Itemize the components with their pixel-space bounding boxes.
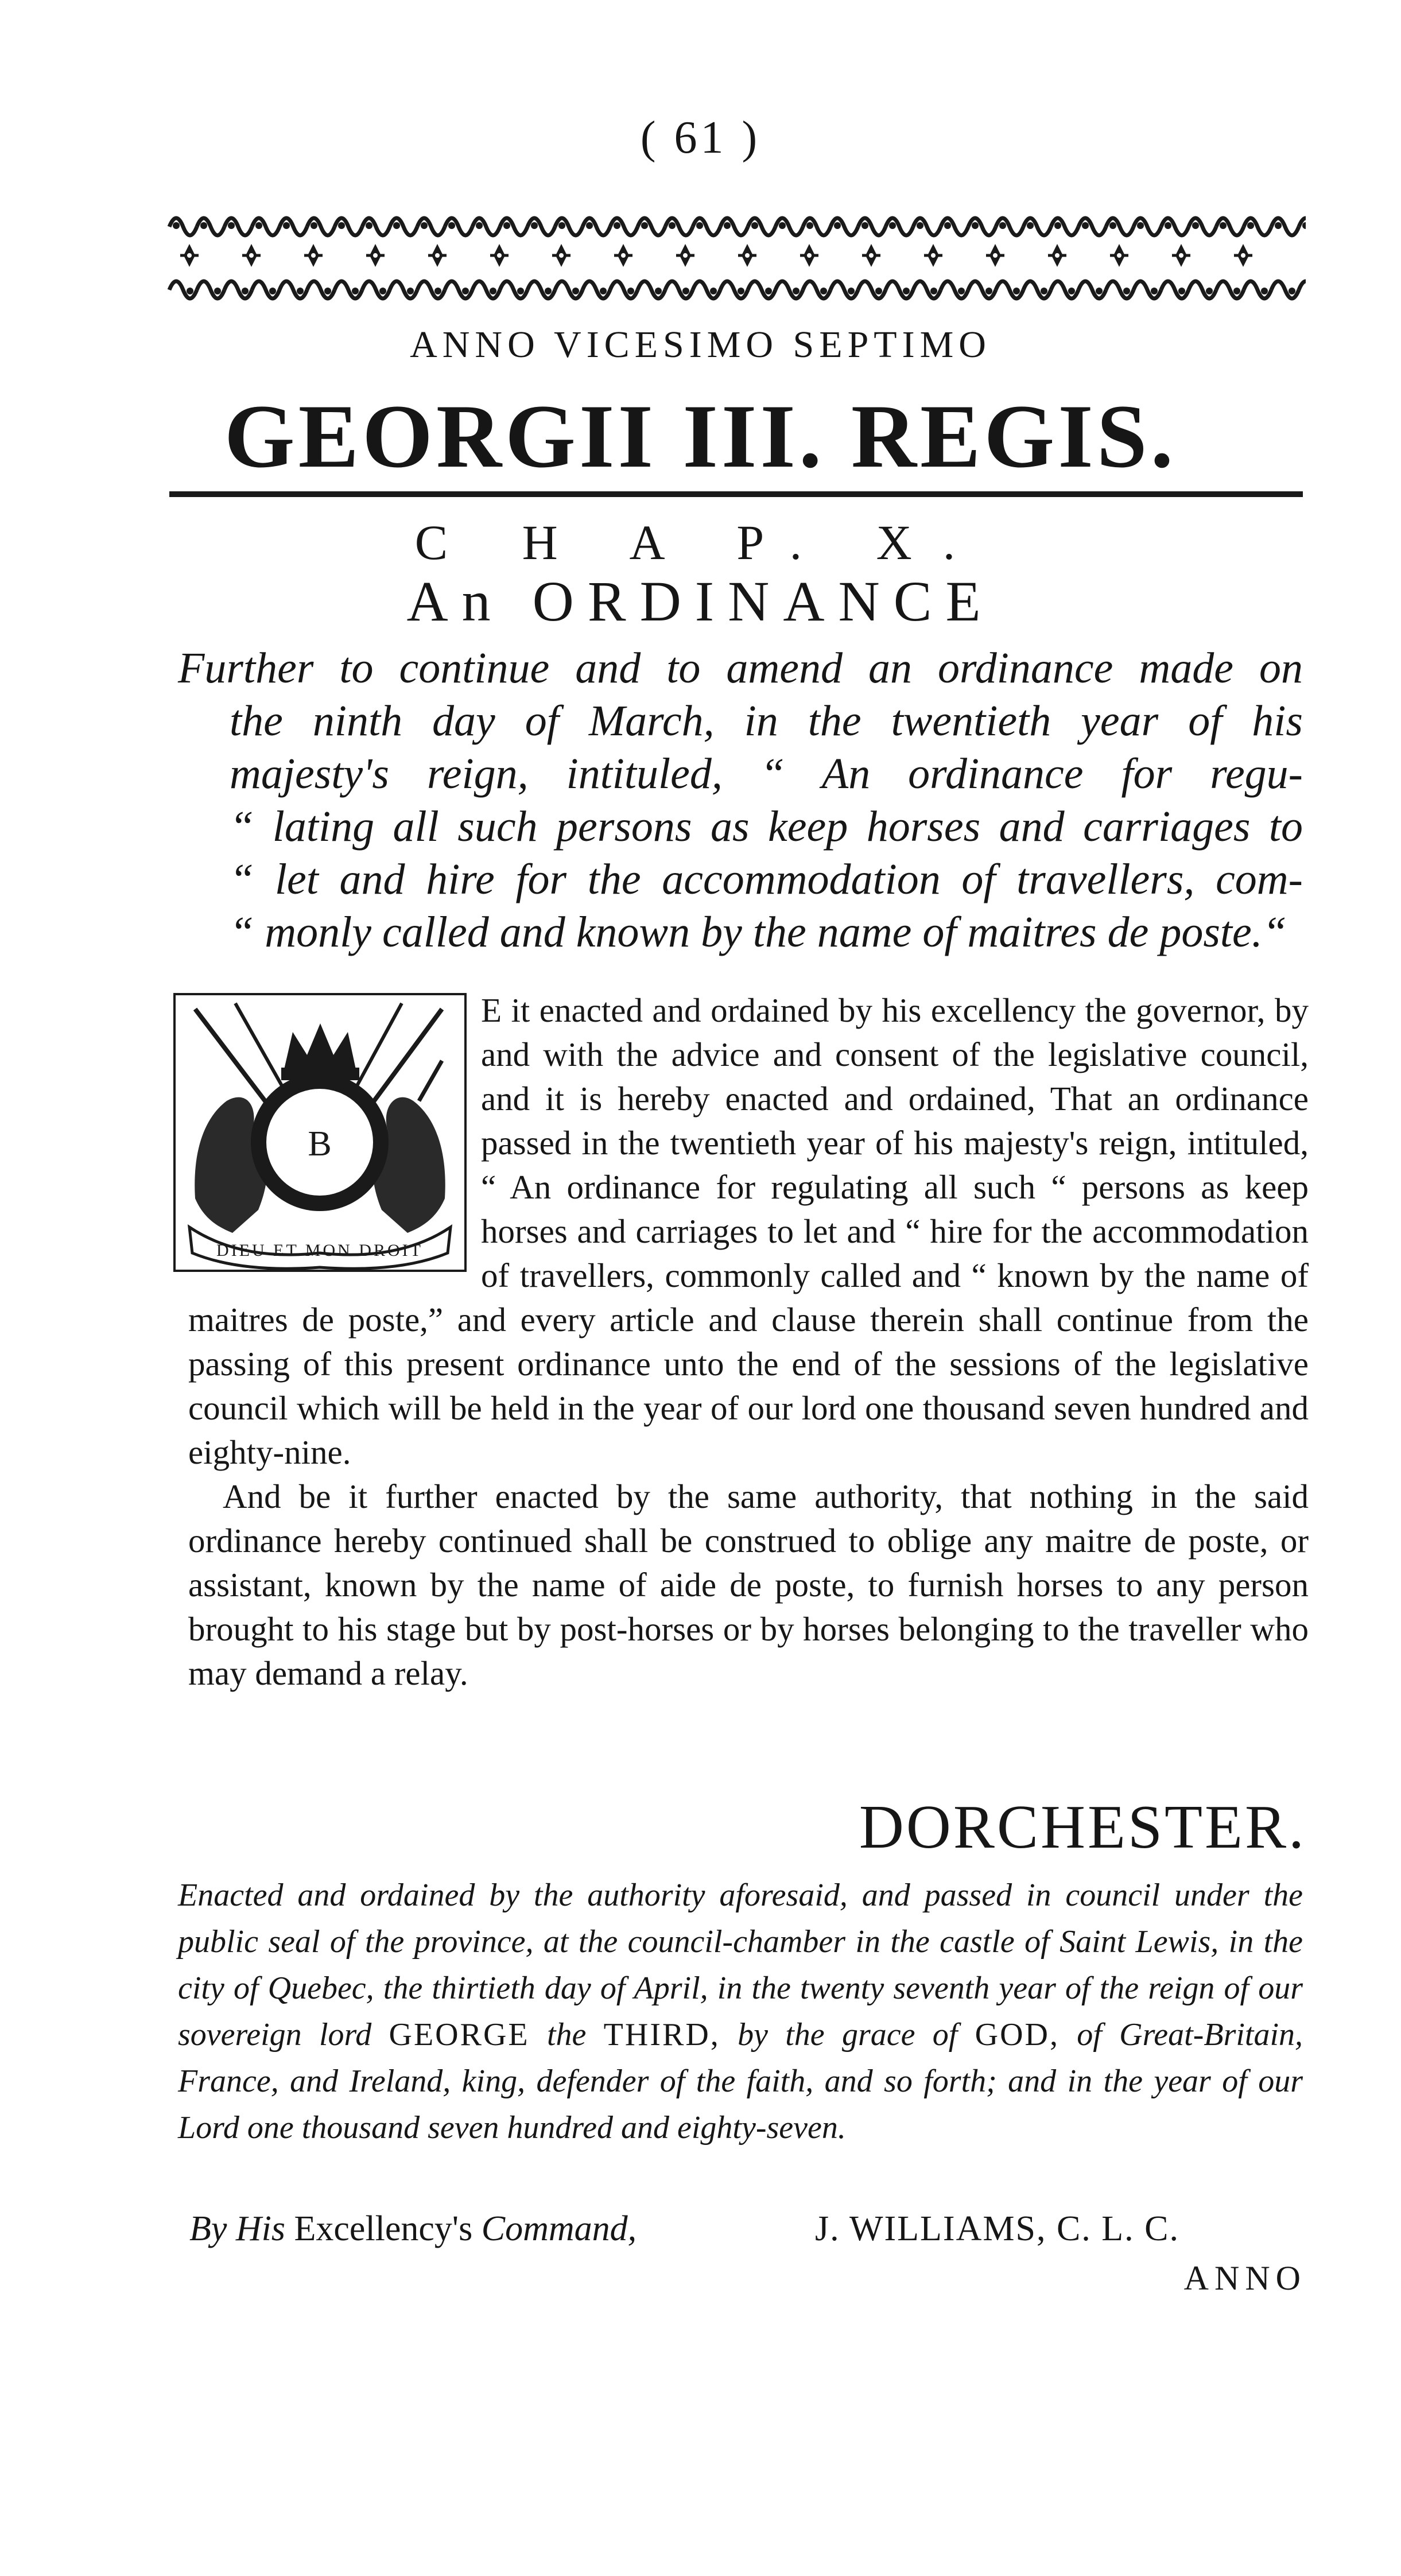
enacting-paragraph: E it enacted and ordained by his excellency the governor, by and with the advice and consent of the legislative council, and it is hereby enacted and ordained, That an ordinance passed in the twentieth year of his majesty's reign, intituled, “ An ordinance for regulating all such “ persons as keep horses and carriages to let and “ hire for the accommodation of travellers, commonly called and “ known by the name of maitres de poste,” and every article and clause therein shall continue from the passing of this present ordinance unto the end of the sessions of the legislative council which will be held in the year of our lord one thousand seven hundred and eighty-nine.	[188, 991, 1309, 1471]
governor-signature: DORCHESTER.	[859, 1793, 1306, 1861]
second-paragraph: And be it further enacted by the same authority, that nothing in the said ordinance hereby continued shall be construed to oblige any maitre de poste, or assistant, known by the name of aide de poste, to furnish horses to any person brought to his stage but by post-horses or by horses belonging to the traveller who may demand a relay.	[188, 1477, 1309, 1692]
summary-line: “ let and hire for the accommodation of travellers, com-	[230, 855, 1303, 903]
ordinance-title: An ORDINANCE	[406, 569, 995, 633]
title-rule	[169, 491, 1303, 497]
summary-line: “ lating all such persons as keep horses and carriages to	[230, 802, 1303, 851]
summary-line: “ monly called and known by the name of maitres de poste.“	[230, 908, 1287, 956]
summary-line: Further to continue and to amend an ordinance made on	[178, 644, 1303, 692]
page-number: ( 61 )	[640, 112, 761, 163]
summary-line: majesty's reign, intituled, “ An ordinance for regu-	[230, 750, 1303, 798]
by-command-text: By His Excellency's Command,	[189, 2209, 637, 2248]
ordinance-summary	[178, 642, 1303, 959]
printers-ornament-border	[164, 204, 1306, 313]
seal-motto: DIEU ET MON DROIT	[216, 1241, 423, 1260]
chapter-label: C H A P. X.	[414, 515, 987, 570]
summary-line: the ninth day of March, in the twentieth year of his	[230, 697, 1303, 745]
attestation-line	[189, 2209, 1306, 2255]
clerk-name: J. WILLIAMS, C. L. C.	[815, 2209, 1180, 2248]
ordinance-body	[188, 988, 1309, 1696]
catchword: ANNO	[1183, 2259, 1306, 2297]
regnal-year-line: ANNO VICESIMO SEPTIMO	[410, 324, 991, 366]
seal-letter: B	[308, 1124, 332, 1163]
enactment-clause: Enacted and ordained by the authority aforesaid, and passed in council under the public seal of the province, at the council-chamber in the castle of Saint Lewis, in the city of Quebec, the thirtieth day of April, in the twenty seventh year of the reign of our sovereign lord GEORGE the THIRD, by the grace of GOD, of Great-Britain, France, and Ireland, king, defender of the faith, and so forth; and in the year of our Lord one thousand seven hundred and eighty-seven.	[178, 1877, 1303, 2146]
reign-title: GEORGII III. REGIS.	[224, 386, 1177, 487]
